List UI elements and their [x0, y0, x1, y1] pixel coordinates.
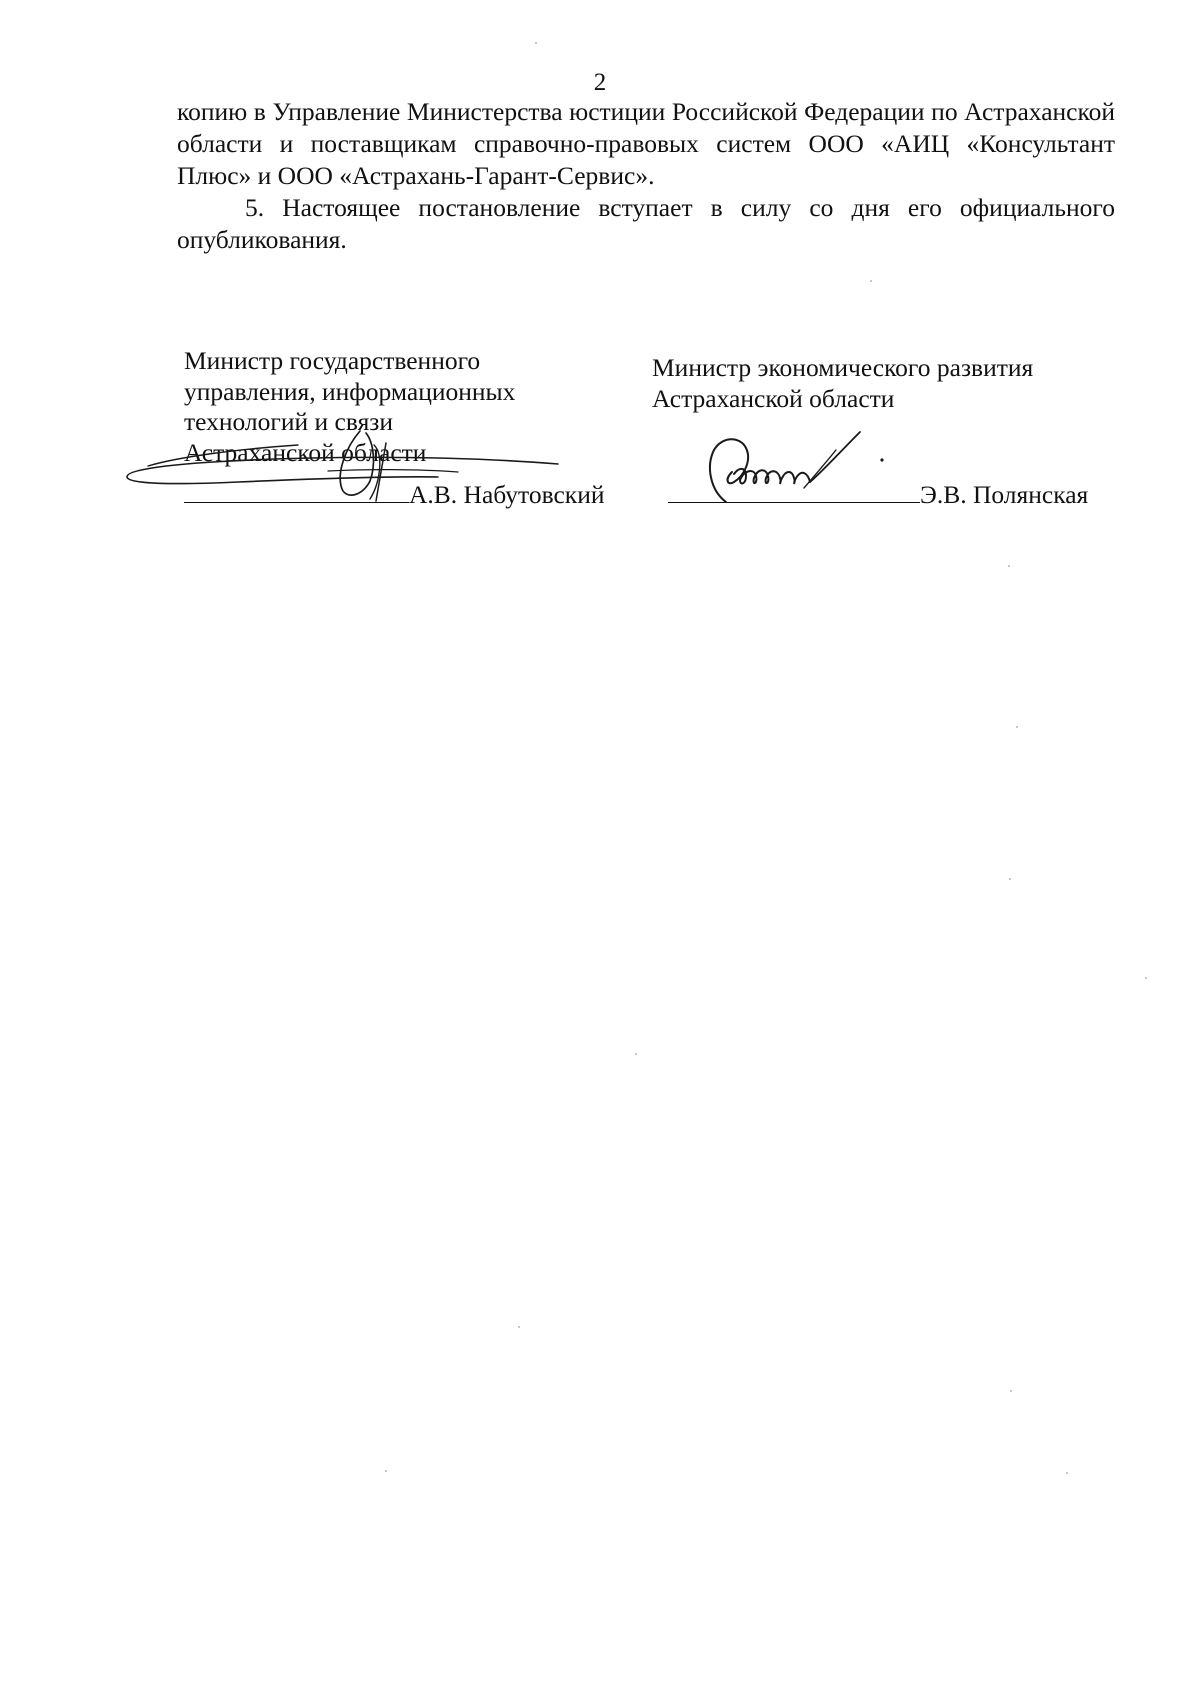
scan-speck [1145, 977, 1147, 979]
signature-line [184, 480, 409, 503]
scan-speck [1009, 878, 1011, 880]
scan-speck [870, 280, 872, 282]
left-title-line: технологий и связи [184, 407, 394, 436]
paragraph-5: 5. Настоящее постановление вступает в силу со дня его официального опубликования. [177, 193, 1115, 254]
scan-speck [535, 42, 537, 44]
right-title-line: Астраханской области [652, 383, 895, 413]
scan-speck [1010, 1390, 1012, 1392]
page-number: 2 [593, 69, 607, 96]
paragraph-continued: копию в Управление Министерства юстиции Российской Федерации по Астраханской области и поставщикам справочно-правовых систем ООО «АИЦ «Консультант Плюс» и ООО «Астрахань-Гарант-Сервис». [177, 97, 1115, 190]
right-signatory-name: Э.В. Полянская [920, 480, 1089, 509]
right-title-line: Министр экономического развития [652, 353, 1034, 382]
signature-line [668, 480, 920, 503]
left-title-line: управления, информационных [184, 376, 516, 406]
left-title-line: Министр государственного [184, 346, 481, 375]
left-signatory-name: А.В. Набутовский [409, 480, 605, 509]
scan-speck [1066, 1472, 1068, 1474]
right-signatory-name-row [668, 480, 1088, 510]
scan-speck [1016, 726, 1018, 728]
scan-speck [1008, 565, 1010, 567]
scan-speck [385, 1470, 387, 1472]
left-signatory-title [184, 346, 624, 468]
right-signatory-title [652, 353, 1132, 414]
scan-speck [635, 1053, 637, 1055]
left-title-line: Астраханской области [184, 437, 427, 467]
left-signatory-name-row [184, 480, 604, 510]
scan-speck [518, 1326, 520, 1328]
document-body [177, 96, 1115, 256]
